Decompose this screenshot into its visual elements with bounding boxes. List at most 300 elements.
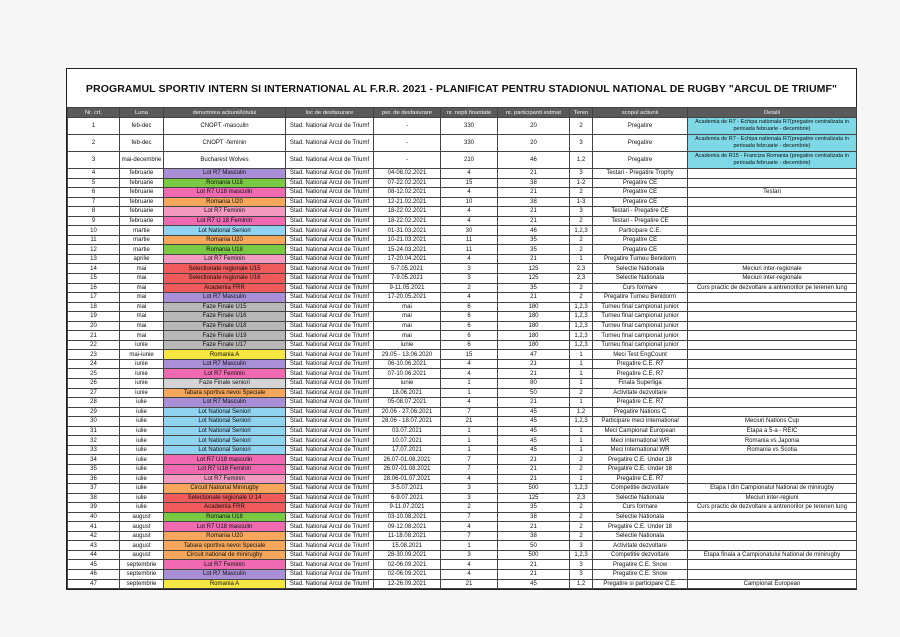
table-cell-luna: iunie <box>120 340 164 350</box>
table-cell-detalii <box>688 407 857 417</box>
table-cell-nopti: 3 <box>441 274 498 284</box>
table-row <box>68 312 857 322</box>
table-cell-scop: Turneu final campionat junior <box>593 321 688 331</box>
table-row <box>68 264 857 274</box>
table-cell-nopti: 210 <box>441 152 498 169</box>
table-cell-scop: Pregatire CE <box>593 235 688 245</box>
document-sheet <box>66 68 857 590</box>
table-cell-loc: Stad. National Arcul de Triumf <box>286 312 374 322</box>
table-cell-luna: martie <box>120 226 164 236</box>
table-cell-nr: 34 <box>68 455 120 465</box>
table-cell-den: Selectionate regionale U15 <box>164 264 286 274</box>
table-row <box>68 388 857 398</box>
table-cell-loc: Stad. National Arcul de Triumf <box>286 484 374 494</box>
table-cell-part: 21 <box>498 359 570 369</box>
table-cell-nr: 35 <box>68 464 120 474</box>
table-cell-per: mai <box>374 331 441 341</box>
table-cell-detalii <box>688 340 857 350</box>
table-cell-part: 45 <box>498 407 570 417</box>
table-cell-nr: 42 <box>68 531 120 541</box>
table-cell-nopti: 4 <box>441 169 498 179</box>
table-cell-scop: Turneu final campionat junior <box>593 340 688 350</box>
table-cell-scop: Competitie dezvoltare <box>593 550 688 560</box>
table-cell-detalii <box>688 207 857 217</box>
table-cell-den: Romania A <box>164 350 286 360</box>
table-cell-detalii <box>688 216 857 226</box>
table-cell-scop: Turneu final campionat junior <box>593 302 688 312</box>
table-cell-detalii <box>688 312 857 322</box>
table-cell-scop: Activitate dezvoltare <box>593 388 688 398</box>
table-cell-nopti: 4 <box>441 569 498 579</box>
table-cell-nr: 2 <box>68 135 120 152</box>
column-header: Detalii <box>688 108 857 118</box>
table-cell-nr: 5 <box>68 178 120 188</box>
table-cell-nopti: 15 <box>441 178 498 188</box>
table-cell-nr: 38 <box>68 493 120 503</box>
table-cell-nopti: 7 <box>441 407 498 417</box>
table-cell-scop: Meci Campionat European <box>593 426 688 436</box>
table-cell-loc: Stad. National Arcul de Triumf <box>286 493 374 503</box>
table-cell-loc: Stad. National Arcul de Triumf <box>286 541 374 551</box>
table-cell-loc: Stad. National Arcul de Triumf <box>286 359 374 369</box>
table-cell-detalii: Testari <box>688 188 857 198</box>
table-cell-nr: 28 <box>68 398 120 408</box>
table-cell-teren: 1 <box>570 398 593 408</box>
table-cell-per: mai <box>374 321 441 331</box>
table-cell-nr: 20 <box>68 321 120 331</box>
table-cell-per: 06-10.06.2021 <box>374 359 441 369</box>
table-cell-den: Circuit national de minirugby <box>164 550 286 560</box>
table-cell-luna: februarie <box>120 188 164 198</box>
table-cell-den: Lot R7 Feminin <box>164 560 286 570</box>
table-cell-luna: august <box>120 512 164 522</box>
table-cell-nr: 24 <box>68 359 120 369</box>
table-cell-nr: 43 <box>68 541 120 551</box>
table-cell-teren: 2,3 <box>570 264 593 274</box>
table-cell-nopti: 15 <box>441 350 498 360</box>
table-cell-luna: iulie <box>120 484 164 494</box>
table-cell-den: Lot R7 Masculin <box>164 359 286 369</box>
table-cell-loc: Stad. National Arcul de Triumf <box>286 512 374 522</box>
table-cell-nopti: 21 <box>441 579 498 589</box>
table-cell-nopti: 4 <box>441 522 498 532</box>
table-cell-detalii <box>688 560 857 570</box>
table-cell-nopti: 4 <box>441 188 498 198</box>
table-cell-part: 180 <box>498 340 570 350</box>
table-row <box>68 118 857 135</box>
table-cell-luna: iunie <box>120 369 164 379</box>
table-cell-detalii <box>688 350 857 360</box>
table-row <box>68 245 857 255</box>
table-cell-luna: februarie <box>120 207 164 217</box>
table-cell-den: Romania U20 <box>164 235 286 245</box>
table-cell-teren: 1 <box>570 474 593 484</box>
table-cell-loc: Stad. National Arcul de Triumf <box>286 207 374 217</box>
table-cell-teren: 1 <box>570 350 593 360</box>
table-cell-scop: Turneu final campionat junior <box>593 312 688 322</box>
table-cell-nopti: 7 <box>441 455 498 465</box>
table-cell-luna: feb-dec <box>120 135 164 152</box>
table-cell-scop: Pregatire si participare C.E. <box>593 579 688 589</box>
table-cell-part: 45 <box>498 579 570 589</box>
table-cell-detalii: Etapa a 5-a - REIC <box>688 426 857 436</box>
table-cell-luna: iulie <box>120 426 164 436</box>
table-row <box>68 293 857 303</box>
table-cell-nr: 37 <box>68 484 120 494</box>
table-cell-part: 21 <box>498 398 570 408</box>
table-cell-den: Circuit National Minirugby <box>164 484 286 494</box>
table-cell-luna: iulie <box>120 474 164 484</box>
table-cell-scop: Testari - Pregatire Trophy <box>593 169 688 179</box>
table-cell-den: Tabara sportiva nevoi Speciale <box>164 388 286 398</box>
table-cell-den: Lot R7 Feminin <box>164 369 286 379</box>
table-cell-part: 21 <box>498 522 570 532</box>
table-cell-loc: Stad. National Arcul de Triumf <box>286 426 374 436</box>
table-row <box>68 426 857 436</box>
table-cell-per: 02-06.09.2021 <box>374 569 441 579</box>
table-row <box>68 226 857 236</box>
table-cell-part: 45 <box>498 417 570 427</box>
table-cell-detalii: Meciuri inter-regionale <box>688 264 857 274</box>
table-row <box>68 188 857 198</box>
table-cell-loc: Stad. National Arcul de Triumf <box>286 369 374 379</box>
table-cell-nopti: 6 <box>441 331 498 341</box>
table-cell-detalii <box>688 464 857 474</box>
table-cell-part: 38 <box>498 531 570 541</box>
table-cell-part: 35 <box>498 235 570 245</box>
table-cell-den: Romania U20 <box>164 197 286 207</box>
table-cell-scop: Pregatire C.E. R7 <box>593 369 688 379</box>
table-cell-part: 21 <box>498 464 570 474</box>
table-cell-scop: Turneu final campionat junior <box>593 331 688 341</box>
table-cell-teren: 3 <box>570 541 593 551</box>
table-cell-per: 07-22.02.2021 <box>374 178 441 188</box>
table-cell-per: 28-30.09.2021 <box>374 550 441 560</box>
table-cell-per: 17.07.2021 <box>374 445 441 455</box>
table-row <box>68 216 857 226</box>
table-cell-loc: Stad. National Arcul de Triumf <box>286 302 374 312</box>
table-cell-nopti: 2 <box>441 283 498 293</box>
table-cell-part: 21 <box>498 293 570 303</box>
table-cell-teren: 1 <box>570 445 593 455</box>
table-cell-luna: mai <box>120 264 164 274</box>
table-row <box>68 274 857 284</box>
table-cell-nr: 23 <box>68 350 120 360</box>
column-header: Luna <box>120 108 164 118</box>
table-cell-den: Faze Finale U19 <box>164 331 286 341</box>
table-cell-teren: 1,2,3 <box>570 312 593 322</box>
table-cell-loc: Stad. National Arcul de Triumf <box>286 350 374 360</box>
table-cell-luna: martie <box>120 245 164 255</box>
table-row <box>68 464 857 474</box>
table-cell-scop: Pregatire CE <box>593 178 688 188</box>
table-row <box>68 512 857 522</box>
table-cell-detalii <box>688 245 857 255</box>
program-table <box>67 107 857 589</box>
table-cell-luna: martie <box>120 235 164 245</box>
table-cell-detalii <box>688 321 857 331</box>
table-cell-teren: 1,2 <box>570 152 593 169</box>
table-cell-den: Faze Finale U18 <box>164 321 286 331</box>
table-cell-luna: septembrie <box>120 569 164 579</box>
table-cell-nr: 32 <box>68 436 120 446</box>
table-cell-detalii <box>688 293 857 303</box>
table-cell-per: 12-26.09.2021 <box>374 579 441 589</box>
table-cell-scop: Pregatire C.E. Snow <box>593 560 688 570</box>
table-cell-nr: 25 <box>68 369 120 379</box>
table-cell-luna: iunie <box>120 359 164 369</box>
table-cell-nopti: 1 <box>441 445 498 455</box>
table-cell-den: Lot R7 Masculin <box>164 293 286 303</box>
column-header: scopul actiunii <box>593 108 688 118</box>
table-cell-nopti: 7 <box>441 531 498 541</box>
table-cell-scop: Pregatire Turneu Benidorm <box>593 293 688 303</box>
table-cell-den: Lot R7 U18 masculin <box>164 455 286 465</box>
table-cell-per: 18-22.02.2021 <box>374 216 441 226</box>
table-cell-detalii: Meciuri inter-regionale <box>688 274 857 284</box>
table-row <box>68 455 857 465</box>
table-cell-nr: 15 <box>68 274 120 284</box>
table-cell-teren: 1 <box>570 379 593 389</box>
table-cell-scop: Pregatire C.E. Under 18 <box>593 455 688 465</box>
table-cell-per: 18.06.2021 <box>374 388 441 398</box>
table-cell-loc: Stad. National Arcul de Triumf <box>286 197 374 207</box>
table-cell-nopti: 11 <box>441 235 498 245</box>
table-cell-nopti: 7 <box>441 512 498 522</box>
table-cell-detalii <box>688 226 857 236</box>
table-cell-loc: Stad. National Arcul de Triumf <box>286 560 374 570</box>
table-cell-per: 29.05 - 13.06.2020 <box>374 350 441 360</box>
table-row <box>68 379 857 389</box>
table-cell-part: 21 <box>498 369 570 379</box>
table-cell-nr: 41 <box>68 522 120 532</box>
table-cell-scop: Pregatire Nations C <box>593 407 688 417</box>
table-cell-teren: 1,2,3 <box>570 550 593 560</box>
table-cell-nr: 11 <box>68 235 120 245</box>
table-cell-teren: 1 <box>570 369 593 379</box>
table-row <box>68 474 857 484</box>
table-cell-loc: Stad. National Arcul de Triumf <box>286 503 374 513</box>
table-row <box>68 503 857 513</box>
table-cell-detalii <box>688 331 857 341</box>
table-cell-scop: Selectie Nationala <box>593 264 688 274</box>
table-row <box>68 522 857 532</box>
table-cell-part: 125 <box>498 493 570 503</box>
table-cell-per: 26.07-01.08.2021 <box>374 464 441 474</box>
table-cell-nopti: 4 <box>441 359 498 369</box>
table-cell-nr: 14 <box>68 264 120 274</box>
table-cell-den: Academia FRR <box>164 283 286 293</box>
table-cell-per: 05-08.07.2021 <box>374 398 441 408</box>
table-cell-per: 01-31.03.2021 <box>374 226 441 236</box>
table-cell-nopti: 4 <box>441 474 498 484</box>
table-row <box>68 493 857 503</box>
table-cell-part: 35 <box>498 283 570 293</box>
table-cell-nr: 7 <box>68 197 120 207</box>
table-cell-teren: 1,2,3 <box>570 226 593 236</box>
table-cell-part: 45 <box>498 426 570 436</box>
table-cell-per: 09-12.08.2021 <box>374 522 441 532</box>
table-cell-per: 04-08.02.2021 <box>374 169 441 179</box>
table-cell-scop: Selectie Nationala <box>593 531 688 541</box>
column-header: loc de desfasurare <box>286 108 374 118</box>
table-cell-part: 46 <box>498 152 570 169</box>
table-cell-den: Faze Finale U16 <box>164 312 286 322</box>
table-cell-loc: Stad. National Arcul de Triumf <box>286 579 374 589</box>
table-cell-nr: 12 <box>68 245 120 255</box>
table-cell-teren: 1,2,3 <box>570 417 593 427</box>
table-cell-per: 9-11.05.2021 <box>374 283 441 293</box>
table-cell-scop: Pregatire C.E. Snow <box>593 569 688 579</box>
table-cell-luna: mai <box>120 302 164 312</box>
table-cell-per: iunie <box>374 379 441 389</box>
table-cell-part: 21 <box>498 216 570 226</box>
table-cell-teren: 1,2,3 <box>570 331 593 341</box>
table-cell-luna: februarie <box>120 216 164 226</box>
table-cell-teren: 3 <box>570 135 593 152</box>
table-cell-den: Lot National Seniori <box>164 407 286 417</box>
table-cell-loc: Stad. National Arcul de Triumf <box>286 293 374 303</box>
table-cell-nopti: 21 <box>441 417 498 427</box>
table-row <box>68 152 857 169</box>
table-cell-nr: 46 <box>68 569 120 579</box>
table-cell-scop: Competitie dezvoltare <box>593 484 688 494</box>
table-row <box>68 484 857 494</box>
table-cell-part: 38 <box>498 197 570 207</box>
table-cell-part: 500 <box>498 484 570 494</box>
table-cell-nopti: 6 <box>441 302 498 312</box>
table-cell-per: 3-5.07.2021 <box>374 484 441 494</box>
table-cell-loc: Stad. National Arcul de Triumf <box>286 188 374 198</box>
table-cell-part: 38 <box>498 512 570 522</box>
table-cell-den: Faze Finale U17 <box>164 340 286 350</box>
table-cell-per: 07-10.06.2021 <box>374 369 441 379</box>
table-cell-den: Lot R7 Feminin <box>164 254 286 264</box>
table-row <box>68 207 857 217</box>
table-cell-teren: 2 <box>570 503 593 513</box>
table-cell-loc: Stad. National Arcul de Triumf <box>286 569 374 579</box>
table-cell-nopti: 330 <box>441 135 498 152</box>
table-cell-den: Lot National Seniori <box>164 436 286 446</box>
table-cell-teren: 2,3 <box>570 274 593 284</box>
table-cell-per: mai <box>374 302 441 312</box>
table-cell-scop: Meci Test EngCount <box>593 350 688 360</box>
table-cell-nr: 30 <box>68 417 120 427</box>
table-cell-detalii: Curs practic de dezvoltare a antrenorilor pe terenen lung <box>688 283 857 293</box>
table-cell-detalii: Meciuri inter-regiuni <box>688 493 857 503</box>
table-cell-detalii <box>688 455 857 465</box>
table-cell-part: 180 <box>498 331 570 341</box>
table-cell-nr: 13 <box>68 254 120 264</box>
table-cell-nopti: 6 <box>441 340 498 350</box>
table-row <box>68 569 857 579</box>
table-cell-loc: Stad. National Arcul de Triumf <box>286 445 374 455</box>
table-cell-part: 125 <box>498 274 570 284</box>
table-cell-detalii <box>688 522 857 532</box>
table-cell-teren: 2 <box>570 235 593 245</box>
table-cell-nopti: 2 <box>441 503 498 513</box>
table-cell-part: 50 <box>498 541 570 551</box>
table-cell-teren: 2 <box>570 464 593 474</box>
document-title: PROGRAMUL SPORTIV INTERN SI INTERNATIONAL AL F.R.R. 2021 - PLANIFICAT PENTRU STADIONUL NATIONAL DE RUGBY "ARCUL DE TRIUMF" <box>85 83 838 95</box>
table-cell-part: 45 <box>498 436 570 446</box>
table-cell-den: Tabara sportiva nevoi Speciale <box>164 541 286 551</box>
table-cell-nr: 36 <box>68 474 120 484</box>
table-cell-teren: 1-3 <box>570 197 593 207</box>
table-cell-loc: Stad. National Arcul de Triumf <box>286 254 374 264</box>
table-cell-nopti: 4 <box>441 254 498 264</box>
table-cell-luna: iulie <box>120 455 164 465</box>
table-cell-scop: Pregatire C.E. R7 <box>593 474 688 484</box>
table-cell-detalii <box>688 254 857 264</box>
table-cell-part: 46 <box>498 226 570 236</box>
table-cell-per: 17-20.05.2021 <box>374 293 441 303</box>
table-cell-den: Bucharest Wolves <box>164 152 286 169</box>
table-cell-detalii <box>688 512 857 522</box>
table-cell-luna: mai-iunie <box>120 350 164 360</box>
table-cell-part: 21 <box>498 254 570 264</box>
table-cell-scop: Selectie Nationala <box>593 493 688 503</box>
table-cell-part: 20 <box>498 118 570 135</box>
table-cell-loc: Stad. National Arcul de Triumf <box>286 379 374 389</box>
table-cell-scop: Pregatire <box>593 135 688 152</box>
table-cell-loc: Stad. National Arcul de Triumf <box>286 474 374 484</box>
table-row <box>68 169 857 179</box>
table-cell-nr: 16 <box>68 283 120 293</box>
table-cell-luna: iunie <box>120 388 164 398</box>
table-cell-per: 28.06 - 18.07.2021 <box>374 417 441 427</box>
table-cell-den: Lot R7 Masculin <box>164 398 286 408</box>
column-header: nr. nopti finantate <box>441 108 498 118</box>
table-cell-luna: iunie <box>120 379 164 389</box>
table-cell-detalii <box>688 197 857 207</box>
table-cell-detalii <box>688 369 857 379</box>
table-cell-per: 28.06-01.07.2021 <box>374 474 441 484</box>
table-cell-nopti: 4 <box>441 398 498 408</box>
table-cell-detalii: Etapa I din Campionatul National de minirugby <box>688 484 857 494</box>
table-cell-teren: 2 <box>570 522 593 532</box>
table-cell-luna: februarie <box>120 178 164 188</box>
table-cell-den: Selectionate regionale U 14 <box>164 493 286 503</box>
table-cell-loc: Stad. National Arcul de Triumf <box>286 321 374 331</box>
table-cell-luna: mai-decembrie <box>120 152 164 169</box>
table-cell-teren: 1 <box>570 254 593 264</box>
table-cell-den: Academia FRR <box>164 503 286 513</box>
table-row <box>68 398 857 408</box>
table-cell-luna: iulie <box>120 503 164 513</box>
table-cell-per: 15.08.2021 <box>374 541 441 551</box>
table-cell-scop: Participare C.E. <box>593 226 688 236</box>
table-cell-loc: Stad. National Arcul de Triumf <box>286 235 374 245</box>
table-cell-nr: 22 <box>68 340 120 350</box>
table-cell-teren: 2 <box>570 216 593 226</box>
table-cell-nr: 4 <box>68 169 120 179</box>
table-cell-scop: Curs formare <box>593 283 688 293</box>
table-cell-den: Romania U18 <box>164 245 286 255</box>
table-row <box>68 197 857 207</box>
table-cell-luna: iulie <box>120 464 164 474</box>
table-cell-nopti: 330 <box>441 118 498 135</box>
table-cell-loc: Stad. National Arcul de Triumf <box>286 398 374 408</box>
table-cell-den: Lot R7 Masculin <box>164 169 286 179</box>
table-cell-detalii <box>688 235 857 245</box>
table-cell-luna: august <box>120 531 164 541</box>
table-cell-luna: septembrie <box>120 560 164 570</box>
table-cell-nopti: 3 <box>441 493 498 503</box>
table-cell-den: Lot R7 Feminin <box>164 474 286 484</box>
table-cell-den: Selectionate regionale U16 <box>164 274 286 284</box>
table-cell-loc: Stad. National Arcul de Triumf <box>286 245 374 255</box>
